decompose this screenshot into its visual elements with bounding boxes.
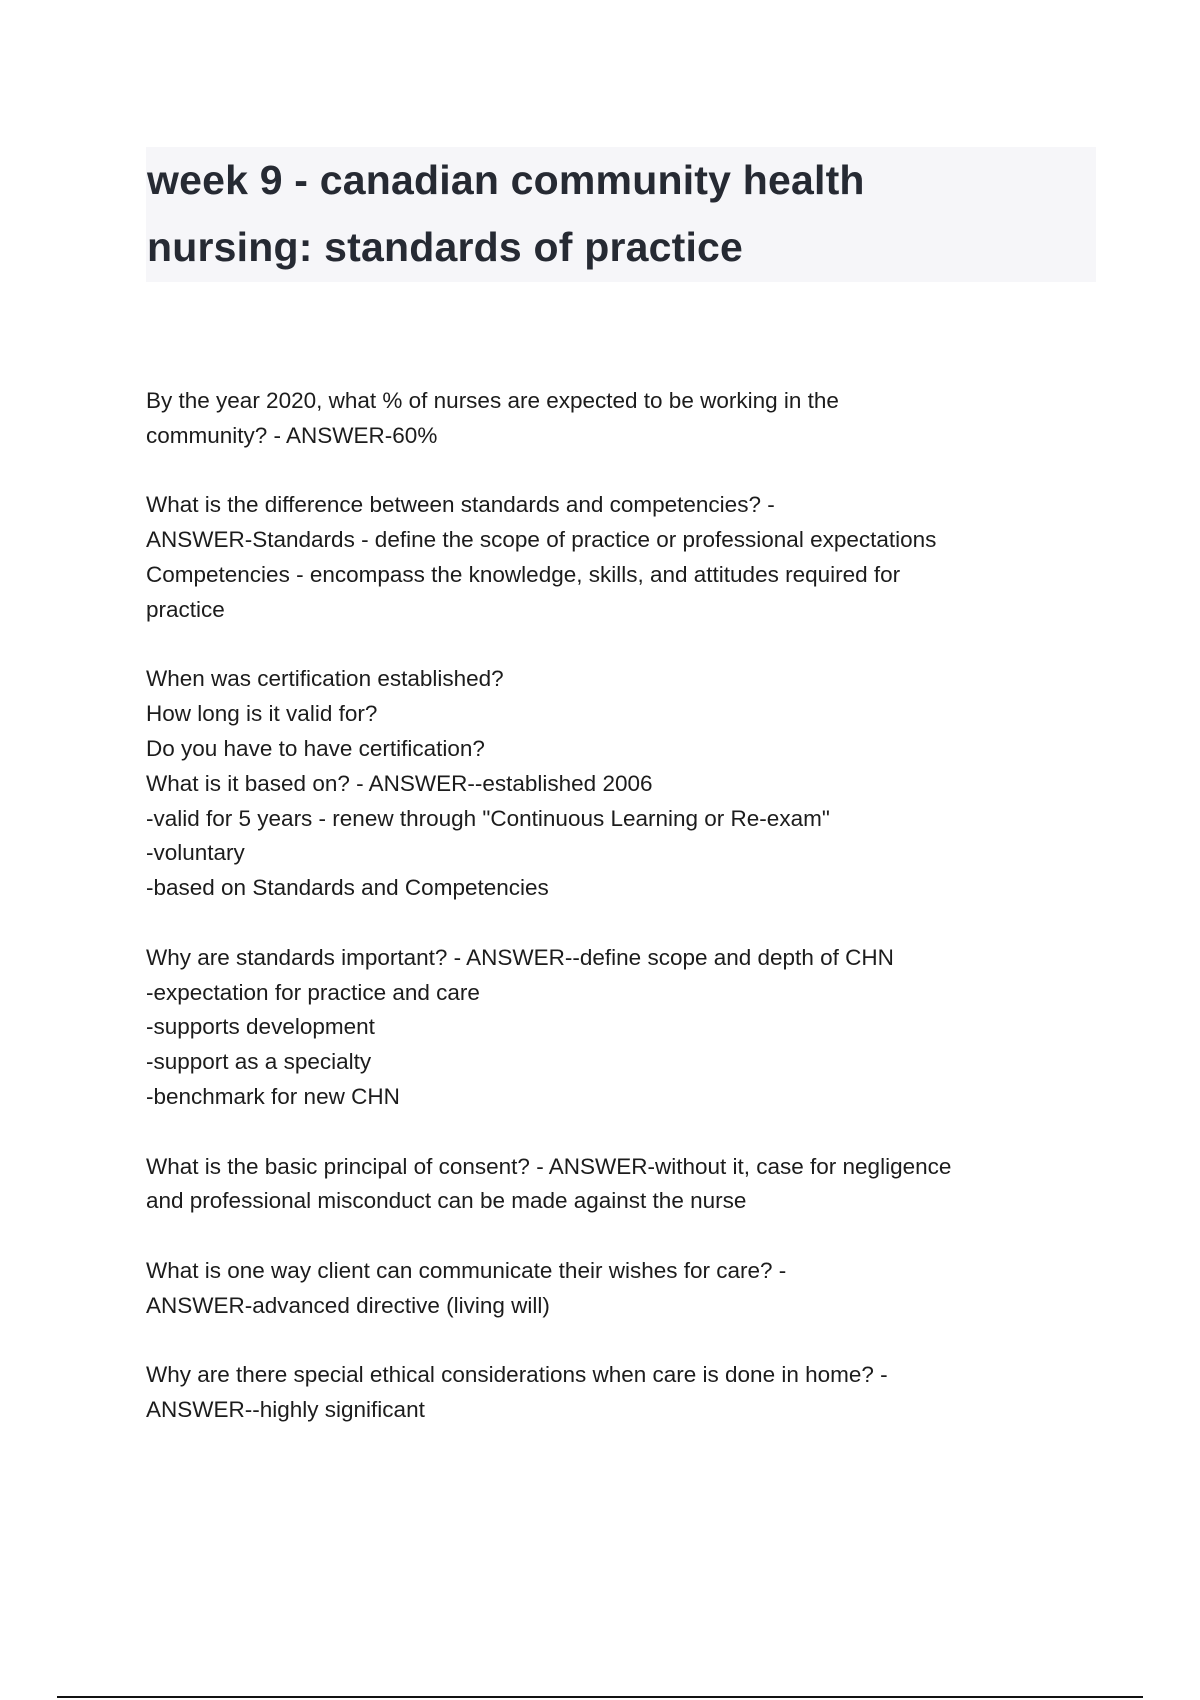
qa-line: -supports development — [146, 1014, 375, 1040]
qa-block-standards-vs-competencies — [146, 488, 1106, 627]
qa-line: By the year 2020, what % of nurses are expected to be working in the — [146, 388, 839, 413]
qa-line: What is the basic principal of consent? - ANSWER-without it, case for negligence — [146, 1153, 952, 1179]
qa-line: -support as a specialty — [146, 1049, 372, 1075]
qa-block-certification — [146, 662, 1106, 906]
qa-block-ethical-home-care — [146, 1358, 1106, 1428]
qa-line: -voluntary — [146, 840, 245, 866]
qa-content — [146, 384, 1106, 1463]
title-line-2: nursing: standards of practice — [147, 224, 744, 270]
page-title — [147, 147, 1096, 281]
qa-line: When was certification established? — [146, 666, 504, 692]
qa-line: and professional misconduct can be made against the nurse — [146, 1188, 747, 1214]
qa-line: -based on Standards and Competencies — [146, 875, 549, 901]
qa-line: Why are there special ethical considerations when care is done in home? - — [146, 1362, 888, 1388]
qa-block-client-wishes — [146, 1254, 1106, 1324]
qa-line: Competencies - encompass the knowledge, skills, and attitudes required for — [146, 561, 901, 587]
qa-line: Do you have to have certification? — [146, 735, 485, 761]
qa-line: -valid for 5 years - renew through "Continuous Learning or Re-exam" — [146, 805, 830, 831]
qa-line: -expectation for practice and care — [146, 979, 480, 1005]
title-block — [146, 147, 1096, 282]
title-line-1: week 9 - canadian community health — [147, 157, 865, 203]
qa-line: Why are standards important? - ANSWER--define scope and depth of CHN — [146, 944, 894, 970]
qa-line: practice — [146, 596, 225, 622]
qa-line: What is the difference between standards and competencies? - — [146, 492, 775, 518]
qa-line: ANSWER-advanced directive (living will) — [146, 1292, 550, 1318]
qa-line: community? - ANSWER-60% — [146, 422, 438, 448]
qa-line: -benchmark for new CHN — [146, 1083, 400, 1109]
qa-line: ANSWER--highly significant — [146, 1397, 425, 1423]
qa-line: What is one way client can communicate their wishes for care? - — [146, 1257, 787, 1283]
qa-line: ANSWER-Standards - define the scope of practice or professional expectations — [146, 527, 937, 553]
qa-line: What is it based on? - ANSWER--established 2006 — [146, 770, 653, 796]
qa-block-standards-importance — [146, 941, 1106, 1115]
qa-block-consent — [146, 1150, 1106, 1220]
footer-divider — [57, 1696, 1143, 1698]
qa-block-nurses-community — [146, 384, 1106, 454]
qa-line: How long is it valid for? — [146, 701, 378, 727]
